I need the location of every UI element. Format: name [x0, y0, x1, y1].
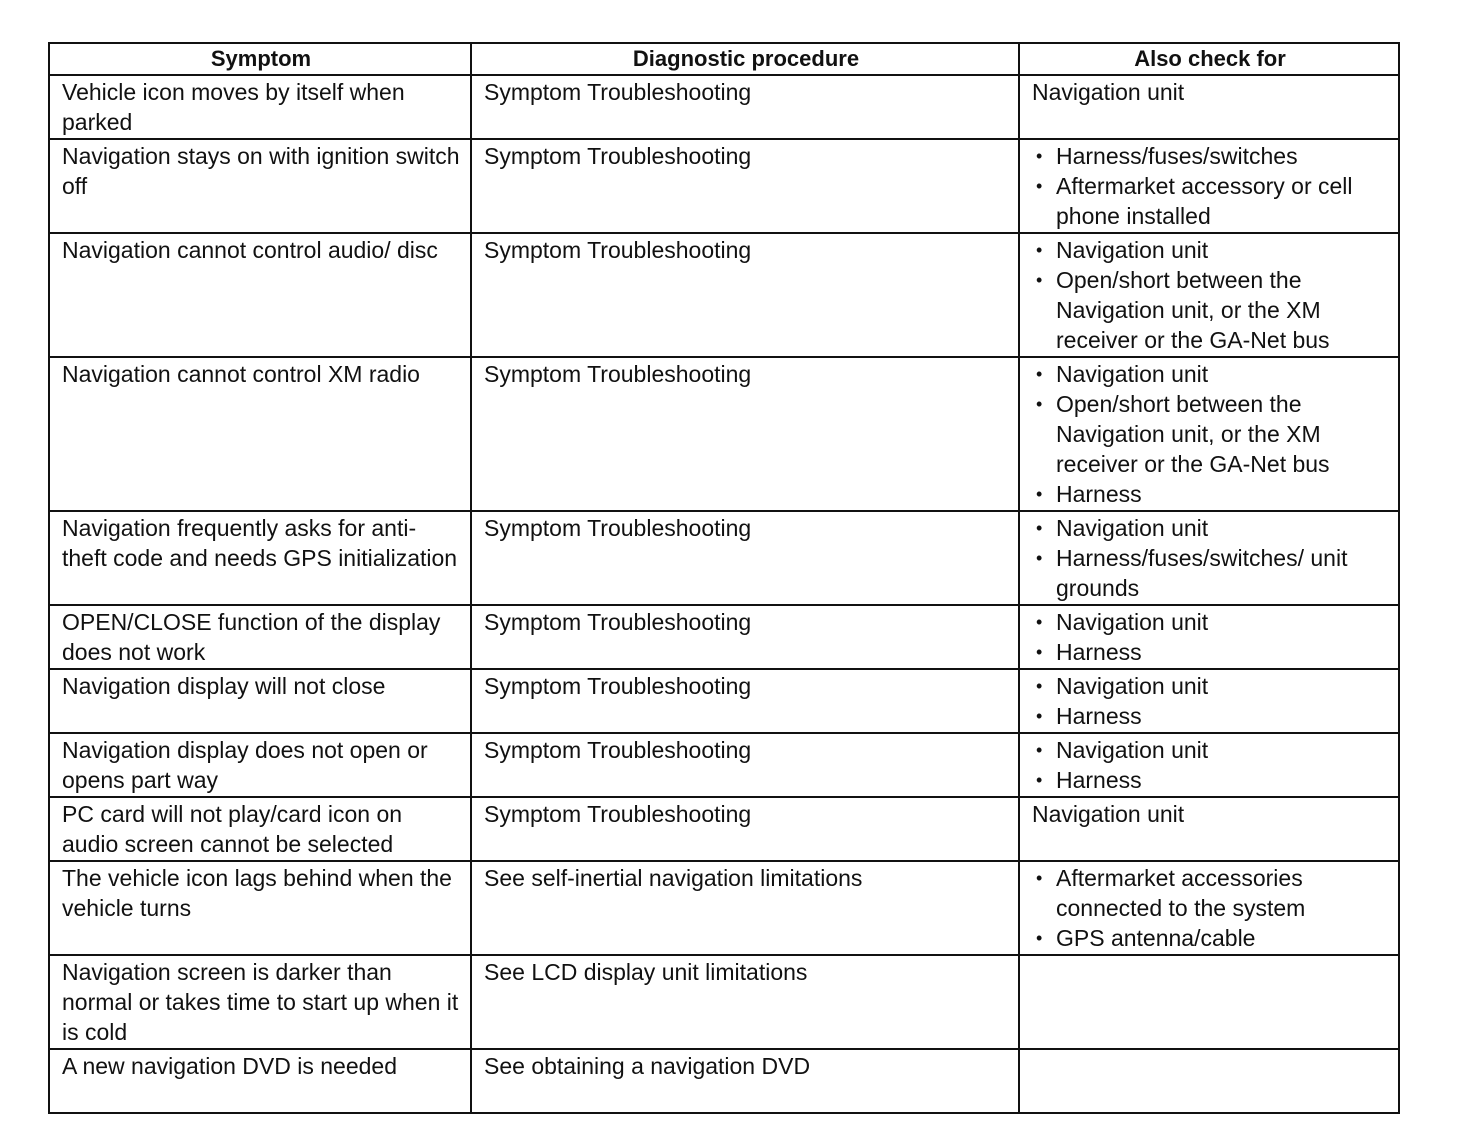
check-list	[1032, 359, 1388, 509]
procedure-cell: See LCD display unit limitations	[471, 955, 1019, 1049]
check-item: • Navigation unit	[1032, 513, 1388, 543]
table-row	[49, 955, 1399, 1049]
also-check-cell	[1019, 233, 1399, 357]
table-row	[49, 861, 1399, 955]
check-item: • GPS antenna/cable	[1032, 923, 1388, 953]
symptom-cell: Navigation cannot control XM radio	[49, 357, 471, 511]
table-row	[49, 511, 1399, 605]
symptom-cell: Vehicle icon moves by itself when parked	[49, 75, 471, 139]
diagnostic-table	[48, 42, 1400, 1114]
procedure-cell: Symptom Troubleshooting	[471, 139, 1019, 233]
check-item: • Navigation unit	[1032, 607, 1388, 637]
procedure-cell: Symptom Troubleshooting	[471, 669, 1019, 733]
check-item: • Harness	[1032, 637, 1388, 667]
also-check-cell	[1019, 955, 1399, 1049]
also-check-cell	[1019, 733, 1399, 797]
check-item: • Aftermarket accessories connected to the system	[1032, 863, 1388, 923]
check-item: • Harness	[1032, 479, 1388, 509]
procedure-cell: Symptom Troubleshooting	[471, 233, 1019, 357]
check-item: • Aftermarket accessory or cell phone installed	[1032, 171, 1388, 231]
check-list	[1032, 863, 1388, 953]
table-row	[49, 669, 1399, 733]
also-check-cell	[1019, 861, 1399, 955]
procedure-cell: Symptom Troubleshooting	[471, 357, 1019, 511]
procedure-cell: Symptom Troubleshooting	[471, 511, 1019, 605]
check-item: • Navigation unit	[1032, 359, 1388, 389]
symptom-cell: OPEN/CLOSE function of the display does not work	[49, 605, 471, 669]
also-check-cell	[1019, 511, 1399, 605]
table-row	[49, 233, 1399, 357]
check-item: • Harness	[1032, 765, 1388, 795]
also-check-cell	[1019, 605, 1399, 669]
symptom-cell: Navigation display will not close	[49, 669, 471, 733]
table-row	[49, 1049, 1399, 1113]
header-also-check: Also check for	[1019, 43, 1399, 75]
procedure-cell: Symptom Troubleshooting	[471, 733, 1019, 797]
symptom-cell: Navigation stays on with ignition switch off	[49, 139, 471, 233]
also-check-cell: Navigation unit	[1019, 75, 1399, 139]
table-row	[49, 797, 1399, 861]
table-row	[49, 605, 1399, 669]
header-symptom: Symptom	[49, 43, 471, 75]
check-item: • Open/short between the Navigation unit, or the XM receiver or the GA-Net bus	[1032, 265, 1388, 355]
header-procedure: Diagnostic procedure	[471, 43, 1019, 75]
table-row	[49, 139, 1399, 233]
also-check-cell	[1019, 357, 1399, 511]
procedure-cell: See self-inertial navigation limitations	[471, 861, 1019, 955]
table-row	[49, 357, 1399, 511]
procedure-cell: Symptom Troubleshooting	[471, 797, 1019, 861]
also-check-cell	[1019, 1049, 1399, 1113]
check-list	[1032, 513, 1388, 603]
check-item: • Harness	[1032, 701, 1388, 731]
check-list	[1032, 607, 1388, 667]
check-item: • Navigation unit	[1032, 735, 1388, 765]
symptom-cell: Navigation cannot control audio/ disc	[49, 233, 471, 357]
also-check-cell: Navigation unit	[1019, 797, 1399, 861]
symptom-cell: A new navigation DVD is needed	[49, 1049, 471, 1113]
check-item: • Harness/fuses/switches/ unit grounds	[1032, 543, 1388, 603]
check-item: • Open/short between the Navigation unit, or the XM receiver or the GA-Net bus	[1032, 389, 1388, 479]
check-item: • Harness/fuses/switches	[1032, 141, 1388, 171]
check-list	[1032, 235, 1388, 355]
procedure-cell: Symptom Troubleshooting	[471, 605, 1019, 669]
header-row	[49, 43, 1399, 75]
also-check-cell	[1019, 139, 1399, 233]
symptom-cell: Navigation frequently asks for anti-theft code and needs GPS initialization	[49, 511, 471, 605]
symptom-cell: PC card will not play/card icon on audio screen cannot be selected	[49, 797, 471, 861]
procedure-cell: See obtaining a navigation DVD	[471, 1049, 1019, 1113]
table-row	[49, 75, 1399, 139]
table-row	[49, 733, 1399, 797]
check-item: • Navigation unit	[1032, 671, 1388, 701]
also-check-cell	[1019, 669, 1399, 733]
symptom-cell: The vehicle icon lags behind when the vehicle turns	[49, 861, 471, 955]
symptom-cell: Navigation screen is darker than normal or takes time to start up when it is cold	[49, 955, 471, 1049]
check-item: • Navigation unit	[1032, 235, 1388, 265]
procedure-cell: Symptom Troubleshooting	[471, 75, 1019, 139]
check-list	[1032, 735, 1388, 795]
check-list	[1032, 671, 1388, 731]
check-list	[1032, 141, 1388, 231]
symptom-cell: Navigation display does not open or opens part way	[49, 733, 471, 797]
